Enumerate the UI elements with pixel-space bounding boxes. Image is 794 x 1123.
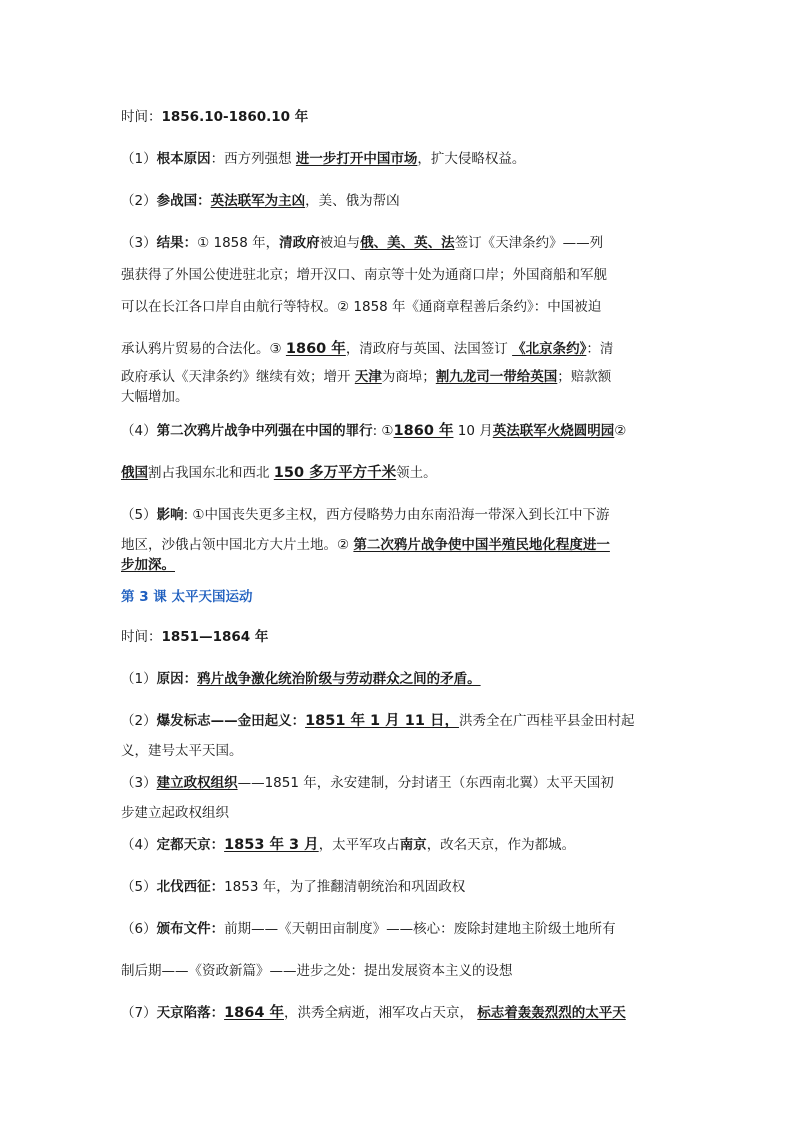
text: ：清 <box>586 341 614 357</box>
text: 地区，沙俄占领中国北方大片土地。② <box>121 537 354 553</box>
text: ，改名天京，作为都城。 <box>426 837 576 853</box>
item-number: （3） <box>121 775 157 791</box>
text: ，清政府与英国、法国签订 <box>345 341 513 357</box>
item-number: （1） <box>121 671 157 687</box>
key-point: 150 多万平方千米 <box>273 465 397 481</box>
text: 割占我国东北和西北 <box>148 465 274 481</box>
key-point: 1864 年 <box>224 1005 284 1021</box>
lesson-prefix: 第 <box>121 589 135 605</box>
text: ② <box>614 423 627 439</box>
key-point: 天津 <box>354 369 382 385</box>
item-label: 爆发标志——金田起义： <box>156 713 306 729</box>
colon: ： <box>210 151 225 167</box>
key-point: 1860 年 <box>285 341 346 357</box>
item-label: 第二次鸦片战争中列强在中国的罪行 <box>156 423 373 439</box>
text: ——1851 年，永安建制，分封诸王（东西南北翼）太平天国初 <box>237 775 614 791</box>
item-label: 天京陷落： <box>156 1005 225 1021</box>
key-point: 《北京条约》 <box>512 341 587 357</box>
item-regime-line-2: 步建立起政权组织 <box>121 805 229 821</box>
item-number: （4） <box>121 837 157 853</box>
text: : ① <box>372 423 394 439</box>
text: 10 月 <box>453 423 493 439</box>
item-impact-line-1 <box>121 506 610 524</box>
item-label: 原因： <box>156 671 198 687</box>
item-root-cause <box>121 150 525 168</box>
lesson-number: 3 <box>134 589 154 605</box>
item-number: （2） <box>121 713 157 729</box>
key-point: 进一步打开中国市场 <box>295 151 418 167</box>
time-label: 时间： <box>121 629 162 645</box>
item-result-line-4 <box>121 340 613 358</box>
item-result-line-2: 强获得了外国公使进驻北京；增开汉口、南京等十处为通商口岸；外国商船和军舰 <box>121 267 607 283</box>
text: 西方列强想 <box>224 151 296 167</box>
key-point: 1860 年 <box>393 423 454 439</box>
text: 政府承认《天津条约》继续有效；增开 <box>121 369 355 385</box>
item-result-line-6: 大幅增加。 <box>121 389 189 405</box>
text: ，扩大侵略权益。 <box>417 151 526 167</box>
item-outbreak-line-1 <box>121 712 634 730</box>
item-result-line-5 <box>121 368 611 386</box>
item-number: （3） <box>121 235 157 251</box>
item-outbreak-line-2: 义，建号太平天国。 <box>121 743 243 759</box>
text: 被迫与 <box>319 235 361 251</box>
item-number: （2） <box>121 193 157 209</box>
key-point: 第二次鸦片战争使中国半殖民地化程度进一 <box>353 537 610 553</box>
item-documents-line-1 <box>121 920 616 938</box>
item-number: （4） <box>121 423 157 439</box>
key-point: 割九龙司一带给英国 <box>435 369 558 385</box>
item-documents-line-2: 制后期——《资政新篇》——进步之处：提出发展资本主义的设想 <box>121 963 513 979</box>
text: ，洪秀全病逝，湘军攻占天京， <box>284 1005 478 1021</box>
item-label: 定都天京： <box>156 837 225 853</box>
item-impact-line-3: 步加深。 <box>121 557 175 573</box>
item-number: （1） <box>121 151 157 167</box>
item-label: 颁布文件： <box>156 921 225 937</box>
key-point: 鸦片战争激化统治阶级与劳动群众之间的矛盾。 <box>197 671 481 687</box>
lesson-heading <box>121 588 253 606</box>
time-label: 时间： <box>121 109 162 125</box>
key-point: 英法联军为主凶 <box>210 193 306 209</box>
text: 签订《天津条约》——列 <box>454 235 604 251</box>
item-label: 根本原因 <box>156 151 211 167</box>
time-value: 1851—1864 年 <box>161 629 269 645</box>
text: ，美、俄为帮凶 <box>305 193 400 209</box>
text: 1853 年，为了推翻清朝统治和巩固政权 <box>224 879 466 895</box>
item-belligerents <box>121 192 400 210</box>
item-fall <box>121 1004 626 1022</box>
key-point: 标志着轰轰烈烈的太平天 <box>477 1005 626 1021</box>
bold-text: 清政府 <box>279 235 320 251</box>
item-number: （6） <box>121 921 157 937</box>
item-cause <box>121 670 481 688</box>
text: 领土。 <box>396 465 437 481</box>
key-point: 俄、美、英、法 <box>360 235 455 251</box>
item-number: （7） <box>121 1005 157 1021</box>
text: ，太平军攻占 <box>318 837 400 853</box>
item-result-line-1 <box>121 234 603 252</box>
item-label: 影响 <box>156 507 184 523</box>
item-expeditions <box>121 878 465 896</box>
key-point: 1851 年 1 月 11 日， <box>305 713 459 729</box>
key-point: 英法联军火烧圆明园 <box>492 423 615 439</box>
item-label: 建立政权组织 <box>156 775 238 791</box>
key-point: 俄国 <box>121 465 148 481</box>
item-crimes-line-1 <box>121 422 626 440</box>
item-number: （5） <box>121 507 157 523</box>
text: 承认鸦片贸易的合法化。③ <box>121 341 286 357</box>
text: : ①中国丧失更多主权，西方侵略势力由东南沿海一带深入到长江中下游 <box>183 507 610 523</box>
text: 为商埠； <box>381 369 436 385</box>
item-impact-line-2 <box>121 536 610 554</box>
text: 前期——《天朝田亩制度》——核心：废除封建地主阶级土地所有 <box>224 921 616 937</box>
time-value: 1856.10-1860.10 年 <box>161 109 309 125</box>
time-line-1 <box>121 108 308 126</box>
text: 洪秀全在广西桂平县金田村起 <box>458 713 635 729</box>
item-crimes-line-2 <box>121 464 437 482</box>
bold-text: 南京 <box>399 837 427 853</box>
item-label: 结果： <box>156 235 198 251</box>
lesson-title: 课 太平天国运动 <box>153 589 253 605</box>
time-line-2 <box>121 628 268 646</box>
text: ① 1858 年， <box>197 235 280 251</box>
item-regime-line-1 <box>121 774 614 792</box>
item-label: 北伐西征： <box>156 879 225 895</box>
item-label: 参战国： <box>156 193 211 209</box>
text: ；赔款额 <box>557 369 612 385</box>
item-capital <box>121 836 575 854</box>
item-number: （5） <box>121 879 157 895</box>
key-point: 1853 年 3 月 <box>224 837 319 853</box>
item-result-line-3: 可以在长江各口岸自由航行等特权。② 1858 年《通商章程善后条约》：中国被迫 <box>121 299 602 315</box>
